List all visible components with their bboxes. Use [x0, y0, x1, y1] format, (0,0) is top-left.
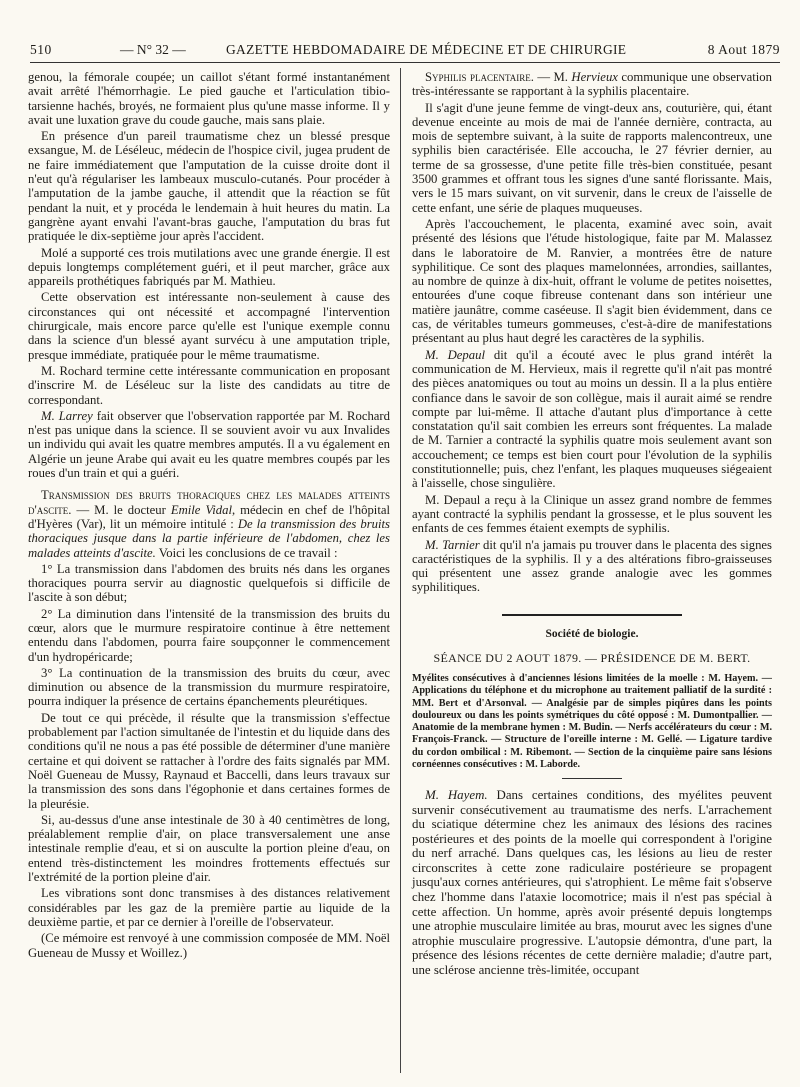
section-title: Syphilis placentaire.	[425, 70, 534, 84]
memoir-title: De la transmission des bruits thoraciques jusque dans la partie inférieure de l'abdomen, chez les malades atteints d'ascite.	[28, 516, 390, 560]
paragraph: Cette observation est intéressante non-seulement à cause des circonstances qui ont nécessité et accompagné l'intervention chirurgicale, mais encore parce qu'elle est l'unique exemple connu dans la science d'un blessé ayant survécu à une amputation triple, presque immédiate, pratiquée pour le même traumatisme.	[28, 290, 390, 362]
paragraph: Si, au-dessus d'une anse intestinale de 30 à 40 centimètres de long, préalablement remplie d'air, on place transversalement une anse intestinale remplie d'eau, et si on ausculte la portion pleine d'eau, on entend très-distinctement les moindres frottements effectués sur l'extrémité de la portion pleine d'air.	[28, 812, 390, 885]
paragraph: M. Rochard termine cette intéressante communication en proposant d'inscrire M. de Léséleuc sur la liste des candidats au titre de correspondant.	[28, 363, 390, 407]
paragraph: (Ce mémoire est renvoyé à une commission composée de MM. Noël Gueneau de Mussy et Woillez.)	[28, 931, 390, 960]
speaker-name: Emile Vidal	[170, 502, 232, 517]
section-paragraph: Syphilis placentaire. — M. Hervieux communique une observation très-intéressante se rapportant à la syphilis placentaire.	[412, 70, 772, 99]
speaker-name: M. Tarnier	[425, 537, 480, 552]
session-summary: Myélites consécutives à d'anciennes lésions limitées de la moelle : M. Hayem. — Applications du téléphone et du microphone au traitement palliatif de la surdité : MM. Bert et d'Arsonval. — Analgésie par de simples piqûres dans les points douloureux ou dans les points symétriques du côté opposé : M. Dumontpallier. — Anatomie de la membrane hymen : M. Budin. — Nerfs accélérateurs du cœur : M. François-Franck. — Structure de l'oreille interne : M. Gellé. — Ligature tardive du cordon ombilical : M. Ribemont. — Section de la cinquième paire sans lésions cornéennes consécutives : M. Laborde.	[412, 673, 772, 779]
speaker-name: M. Larrey	[41, 408, 93, 423]
session-heading: SÉANCE DU 2 AOUT 1879. — PRÉSIDENCE DE M. BERT.	[433, 650, 751, 665]
paragraph: 3° La continuation de la transmission des bruits du cœur, avec diminution ou absence de la transmission du murmure respiratoire, pourra indiquer la présence de certains épanchements pleurétiques.	[28, 665, 390, 709]
journal-title: GAZETTE HEBDOMADAIRE DE MÉDECINE ET DE CHIRURGIE	[226, 42, 627, 57]
paragraph: M. Hayem. Dans certaines conditions, des myélites peuvent survenir consécutivement au traumatisme des nerfs. L'arrachement du sciatique détermine chez les animaux des lésions des racines postérieures et des points de la moelle qui correspondent à l'origine du nerf arraché. Dans quelques cas, les lésions au lieu de rester circonscrites à cette zone radiculaire postérieure se propagent jusqu'aux cornes antérieures, qui s'atrophient. Le même fait s'observe chez l'homme dans l'ataxie locomotrice; mais il n'est pas spécial à cette affection. Un homme, après avoir présenté depuis longtemps une atrophie musculaire limitée au bras, mourut avec les signes d'une atrophie musculaire progressive. L'autopsie démontra, d'une part, la présence des lésions récentes de cette dernière maladie; d'autre part, une sclérose ancienne très-limitée, occupant	[412, 787, 772, 978]
paragraph: M. Tarnier dit qu'il n'a jamais pu trouver dans le placenta des signes caractéristiques de la syphilis. Il y a des altérations fibro-graisseuses qui présentent une assez grande analogie avec les gommes syphilitiques.	[412, 537, 772, 595]
paragraph: M. Larrey fait observer que l'observation rapportée par M. Rochard n'est pas unique dans la science. Il se souvient avoir vu aux Invalides un individu qui avait les quatre membres amputés. Il a vu également en Algérie un jeune Arabe qui avait eu les quatre membres coupés par les roues d'un train et qui a guéri.	[28, 408, 390, 481]
paragraph: Il s'agit d'une jeune femme de vingt-deux ans, couturière, qui, étant devenue enceinte au mois de mai de l'année dernière, contracta, au mois de septembre suivant, à la suite de rapports malencontreux, une syphilis bien caractérisée. Elle accoucha, le 27 février dernier, au terme de sa grossesse, d'une petite fille très-bien constituée, pesant 3500 grammes et offrant tous les signes d'une santé florissante. Mais, vers le 15 mars suivant, on vit survenir, dans le creux de l'aisselle de cette enfant, une série de plaques muqueuses.	[412, 100, 772, 215]
left-column	[28, 70, 390, 962]
paragraph: M. Depaul dit qu'il a écouté avec le plus grand intérêt la communication de M. Hervieux, mais il regrette qu'il n'ait pas montré des pièces anatomiques ou tout au moins un dessin. Il a la plus entière confiance dans le savoir de son collègue, mais il aurait aimé se rendre compte par lui-même. Il attache d'autant plus d'importance à cette constatation qu'il sait combien les erreurs sont fréquentes. La malade de M. Tarnier a contracté la syphilis quatre mois seulement avant son accouchement; ce temps est bien court pour l'évolution de la syphilis constitutionnelle; puis, chez l'enfant, les plaques muqueuses siégeaient à l'aisselle, chose singulière.	[412, 347, 772, 491]
paragraph: 1° La transmission dans l'abdomen des bruits nés dans les organes thoraciques pourra servir au diagnostic quelquefois si difficile de l'ascite à son début;	[28, 561, 390, 605]
speaker-name: M. Hayem.	[425, 787, 488, 802]
issue-date: 8 Aout 1879	[707, 42, 780, 57]
paragraph: Molé a supporté ces trois mutilations avec une grande énergie. Il est depuis longtemps complétement guéri, et il peut marcher, grâce aux appareils prothétiques fabriqués par M. Mathieu.	[28, 245, 390, 289]
page-number: 510	[30, 42, 52, 57]
paragraph: M. Depaul a reçu à la Clinique un assez grand nombre de femmes ayant contracté la syphilis pendant la grossesse, et le plus souvent les enfants de ces femmes étaient exempts de syphilis.	[412, 492, 772, 536]
speaker-name: M. Depaul	[425, 347, 485, 362]
issue-number: — N° 32 —	[120, 42, 186, 57]
paragraph: Après l'accouchement, le placenta, examiné avec soin, avait présenté des lésions que l'étude histologique, faite par M. Malassez dans le laboratoire de M. Ranvier, a montrées être de nature syphilitique. Ce sont des plaques mamelonnées, arrondies, saillantes, au nombre de quinze à dix-huit, offrant le volume de petites noisettes, entourées d'une coque fibreuse contenant dans son intérieur une matière jaunâtre, comme caséeuse. Il s'agit bien évidemment, dans ce cas, de véritables tumeurs gommeuses, c'est-à-dire de manifestations présentant au plus haut degré les caractères de la syphilis.	[412, 216, 772, 346]
section-paragraph: Transmission des bruits thoraciques chez les malades atteints d'ascite. — M. le docteur Emile Vidal, médecin en chef de l'hôpital d'Hyères (Var), lit un mémoire intitulé : De la transmission des bruits thoraciques jusque dans la partie inférieure de l'abdomen, chez les malades atteints d'ascite. Voici les conclusions de ce travail :	[28, 488, 391, 560]
paragraph: Les vibrations sont donc transmises à des distances relativement considérables par les gaz de la première partie au liquide de la deuxième partie, et par ce dernier à l'oreille de l'observateur.	[28, 886, 390, 929]
society-heading: Société de biologie.	[412, 627, 772, 641]
right-column	[412, 70, 772, 980]
speaker-name: Hervieux	[571, 70, 618, 84]
column-divider	[400, 68, 401, 1073]
paragraph: En présence d'un pareil traumatisme chez un blessé presque exsangue, M. de Léséleuc, médecin de l'hospice civil, jugea prudent de ne faire immédiatement que l'amputation de la cuisse droite dont il n'eut qu'à régulariser les lambeaux musculo-cutanés. Pour procéder à l'amputation de la jambe gauche, il attendit que la réaction se fût pendant la nuit, et y procéda le lendemain à huit heures du matin. La gangrène ayant envahi l'avant-bras gauche, l'amputation du bras fut pratiquée le dix-septième jour après l'accident.	[28, 129, 390, 244]
page-header	[30, 40, 780, 63]
section-title: Transmission des bruits thoraciques chez les malades atteints d'ascite.	[28, 488, 390, 517]
paragraph: genou, la fémorale coupée; un caillot s'étant formé instantanément avait arrêté l'hémorrhagie. Le pied gauche et l'articulation tibio-tarsienne hachés, broyés, ne formaient plus qu'une masse informe. Il y avait une luxation grave du coude gauche, mais sans plaie.	[28, 70, 390, 127]
paragraph: 2° La diminution dans l'intensité de la transmission des bruits du cœur, alors que le murmure respiratoire continue à être nettement entendu dans l'abdomen, pourra faire soupçonner le commencement d'un hydropéricarde;	[28, 606, 390, 664]
paragraph: De tout ce qui précède, il résulte que la transmission s'effectue probablement par l'action simultanée de l'intestin et du liquide dans des conditions qu'il ne nous a pas été possible de déterminer d'une manière certaine et qui doivent se rattacher à l'ordre des faits signalés par MM. Noël Gueneau de Mussy, Raynaud et Baccelli, dans leurs travaux sur la transmission des sons dans l'égophonie et dans certaines formes de la pleurésie.	[28, 710, 390, 811]
